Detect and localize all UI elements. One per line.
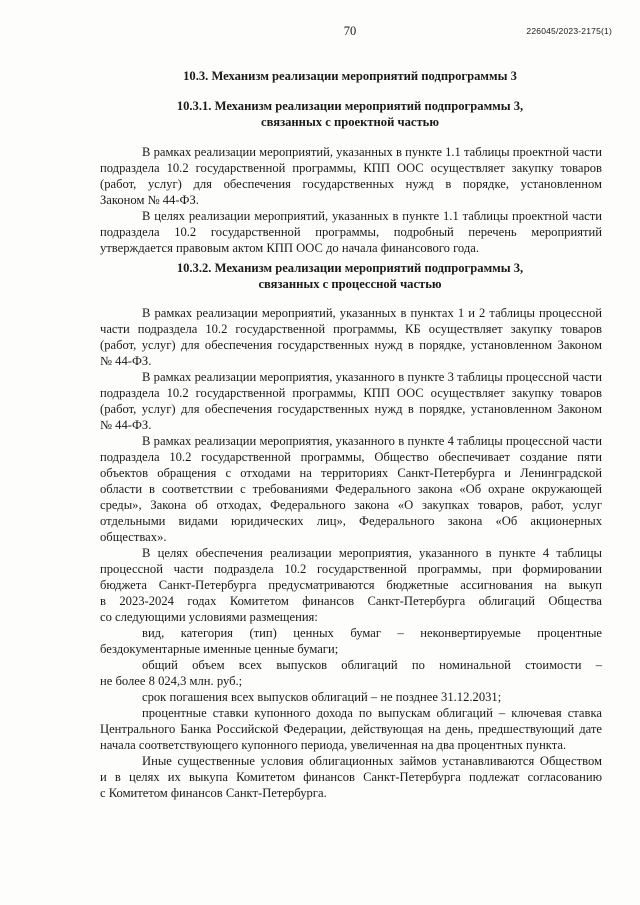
text-line: В рамках реализации мероприятий, указанных в пунктах 1 и 2 таблицы процессной bbox=[142, 306, 602, 320]
text-line: В рамках реализации мероприятия, указанного в пункте 4 таблицы процессной части bbox=[142, 434, 602, 448]
text-line: и в целях их выкупа Комитетом финансов Санкт-Петербурга подлежат согласованию bbox=[100, 770, 602, 784]
text-line: утверждается правовым актом КПП ООС до начала финансового года. bbox=[100, 241, 480, 255]
text-line: срок погашения всех выпусков облигаций – не позднее 31.12.2031; bbox=[142, 690, 502, 704]
text-line: (работ, услуг) для обеспечения государственных нужд в порядке, установленном Законом bbox=[100, 338, 602, 352]
text-line: № 44-ФЗ. bbox=[100, 354, 152, 368]
text-line: (работ, услуг) для обеспечения государственных нужд в порядке, установленном bbox=[100, 177, 602, 191]
text-line: отдельными видами юридических лиц», Федерального закона «Об акционерных bbox=[100, 514, 602, 528]
subsection-1-title-line-1: 10.3.1. Механизм реализации мероприятий подпрограммы 3, bbox=[176, 99, 524, 113]
text-line: подраздела 10.2 государственной программы, КПП ООС осуществляет закупку товаров bbox=[100, 161, 602, 175]
text-line: процентные ставки купонного дохода по выпускам облигаций – ключевая ставка bbox=[142, 706, 602, 720]
text-line: подраздела 10.2 государственной программы, Общество обеспечивает создание пяти bbox=[100, 450, 602, 464]
text-line: с Комитетом финансов Санкт-Петербурга. bbox=[100, 786, 327, 800]
text-line: В рамках реализации мероприятия, указанного в пункте 3 таблицы процессной части bbox=[142, 370, 602, 384]
text-line: В целях реализации мероприятий, указанных в пункте 1.1 таблицы проектной части bbox=[142, 209, 602, 223]
text-line: в 2023-2024 годах Комитетом финансов Санкт-Петербурга облигаций Общества bbox=[100, 594, 602, 608]
text-line: Центрального Банка Российской Федерации, действующая на день, предшествующий дате bbox=[100, 722, 602, 736]
text-line: бездокументарные именные ценные бумаги; bbox=[100, 642, 339, 656]
text-line: Иные существенные условия облигационных займов устанавливаются Обществом bbox=[142, 754, 602, 768]
text-line: области в соответствии с требованиями Федерального закона «Об охране окружающей bbox=[100, 482, 602, 496]
text-line: Законом № 44-ФЗ. bbox=[100, 193, 199, 207]
text-line: В рамках реализации мероприятий, указанных в пункте 1.1 таблицы проектной части bbox=[142, 145, 602, 159]
page-number: 70 bbox=[343, 24, 357, 38]
text-line: вид, категория (тип) ценных бумаг – неконвертируемые процентные bbox=[142, 626, 602, 640]
subsection-2-title-line-2: связанных с процессной частью bbox=[258, 277, 442, 291]
text-line: объектов обращения с отходами на территориях Санкт-Петербурга и Ленинградской bbox=[100, 466, 602, 480]
text-line: (работ, услуг) для обеспечения государственных нужд в порядке, установленном Законом bbox=[100, 402, 602, 416]
text-line: № 44-ФЗ. bbox=[100, 418, 152, 432]
text-line: общий объем всех выпусков облигаций по номинальной стоимости – bbox=[142, 658, 602, 672]
text-line: части подраздела 10.2 государственной программы, КБ осуществляет закупку товаров bbox=[100, 322, 602, 336]
section-title: 10.3. Механизм реализации мероприятий подпрограммы 3 bbox=[183, 69, 517, 83]
text-line: подраздела 10.2 государственной программы, КПП ООС осуществляет закупку товаров bbox=[100, 386, 602, 400]
text-line: со следующими условиями размещения: bbox=[100, 610, 318, 624]
text-line: среды», Закона об отходах, Федерального закона «О закупках товаров, работ, услуг bbox=[100, 498, 602, 512]
text-line: подраздела 10.2 государственной программы, подробный перечень мероприятий bbox=[100, 225, 602, 239]
text-line: обществах». bbox=[100, 530, 167, 544]
text-line: бюджета Санкт-Петербурга предусматриваются бюджетные ассигнования на выкуп bbox=[100, 578, 602, 592]
text-line: В целях обеспечения реализации мероприятия, указанного в пункте 4 таблицы bbox=[142, 546, 602, 560]
text-line: процессной части подраздела 10.2 государственной программы, при формировании bbox=[100, 562, 602, 576]
subsection-1-title-line-2: связанных с проектной частью bbox=[261, 115, 439, 129]
document-number-stamp: 226045/2023-2175(1) bbox=[526, 26, 612, 36]
text-line: не более 8 024,3 млн. руб.; bbox=[100, 674, 243, 688]
subsection-2-title-line-1: 10.3.2. Механизм реализации мероприятий подпрограммы 3, bbox=[176, 261, 524, 275]
text-line: начала соответствующего купонного периода, увеличенная на два процентных пункта. bbox=[100, 738, 567, 752]
